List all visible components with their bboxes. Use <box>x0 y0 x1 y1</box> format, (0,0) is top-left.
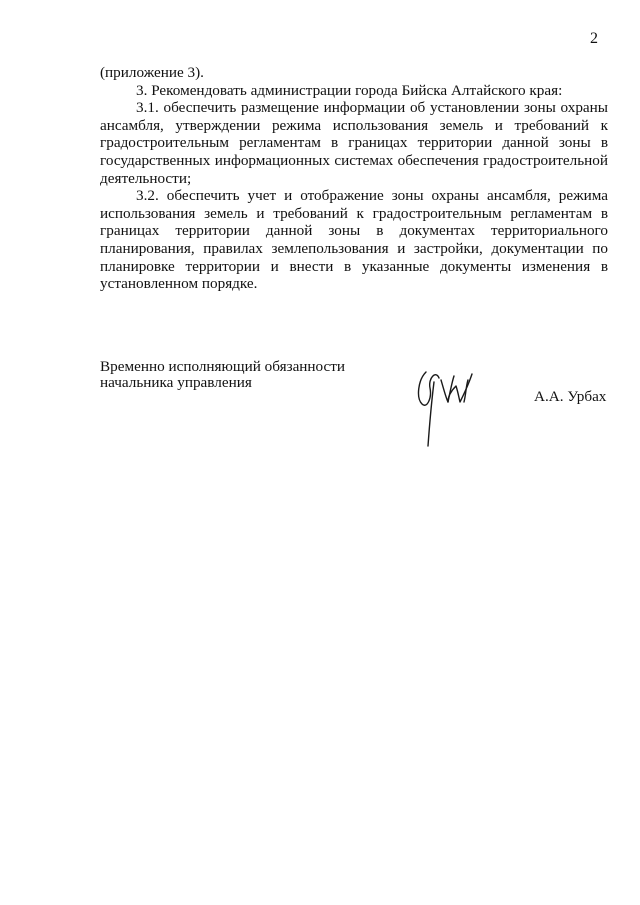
handwritten-signature-icon <box>412 368 482 453</box>
page-number: 2 <box>590 30 598 47</box>
signer-name: А.А. Урбах <box>534 388 607 405</box>
signatory-position <box>100 359 345 390</box>
paragraph-item-3-1: 3.1. обеспечить размещение информации об установлении зоны охраны ансамбля, утверждении режима использования земель и требований к градостроительным регламентам в границах территории данной зоны в государственных информационных системах обеспечения градостроительной деятельности; <box>100 99 608 187</box>
signatory-position-line-1: Временно исполняющий обязанности <box>100 358 346 375</box>
paragraph-item-3: 3. Рекомендовать администрации города Бийска Алтайского края: <box>136 81 563 99</box>
paragraph-item-3-2: 3.2. обеспечить учет и отображение зоны охраны ансамбля, режима использования земель и требований к градостроительным регламентам в границах территории данной зоны в документах территориального планирования, правилах землепользования и застройки, документации по планировке территории и внести в указанные документы изменения в установленном порядке. <box>100 187 608 293</box>
document-body <box>100 64 608 293</box>
paragraph-continuation: (приложение 3). <box>100 64 204 81</box>
signatory-position-line-2: начальника управления <box>100 373 252 391</box>
